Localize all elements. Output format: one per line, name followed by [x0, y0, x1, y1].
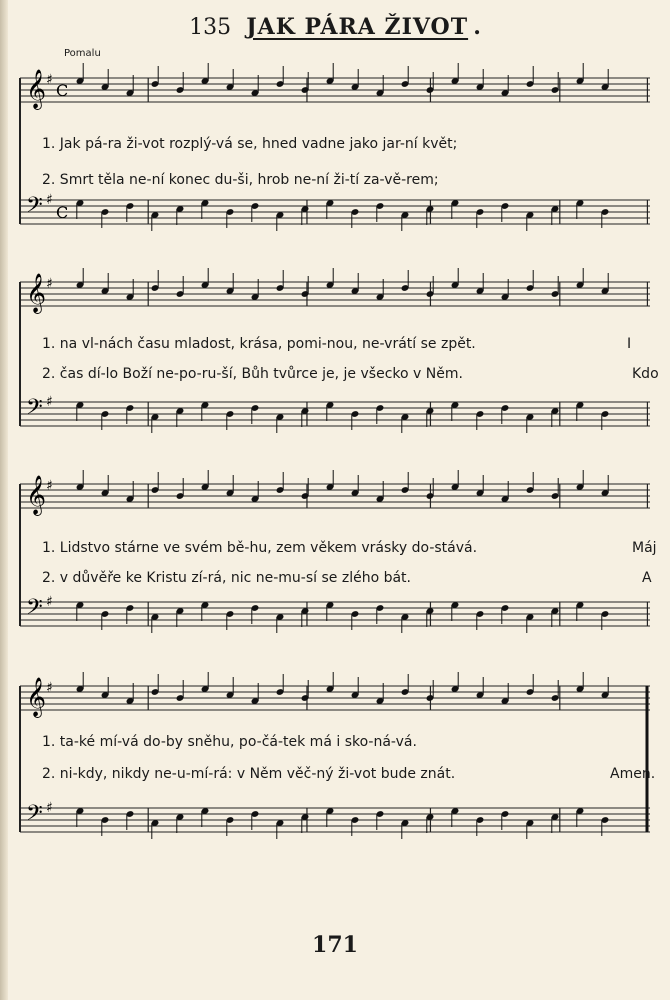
lyric-verse-1-tail: Máj	[632, 540, 657, 556]
hymn-title: JAK PÁRA ŽIVOT	[246, 14, 469, 40]
music-system-1	[14, 48, 654, 255]
key-sharp-icon: ♯	[46, 276, 53, 292]
key-sharp-icon: ♯	[46, 72, 53, 88]
music-system-4	[14, 672, 654, 872]
bass-clef-icon: 𝄢	[26, 595, 43, 625]
bass-clef-icon: 𝄢	[26, 801, 43, 831]
lyric-verse-1-tail: I	[627, 336, 632, 352]
lyric-verse-1-text: 1. na vl-nách času mladost, krása, pomi-nou, ne-vrátí se zpět.	[42, 336, 476, 352]
key-sharp-icon: ♯	[46, 800, 53, 816]
key-sharp-icon: ♯	[46, 394, 53, 410]
music-system-2	[14, 268, 659, 458]
music-system-3	[14, 470, 657, 660]
treble-clef-icon: 𝄞	[26, 69, 47, 109]
music-staff	[14, 268, 654, 458]
tempo-marking: Pomalu	[64, 48, 101, 59]
treble-clef-icon: 𝄞	[26, 475, 47, 515]
lyric-verse-1-text: 1. Lidstvo stárne ve svém bě-hu, zem věkem vrásky do-stává.	[42, 540, 478, 556]
book-gutter	[0, 0, 8, 1000]
lyric-verse-1	[42, 540, 657, 556]
lyric-verse-2-tail: Kdo	[632, 366, 659, 382]
hymn-header	[0, 14, 670, 40]
hymn-title-mark: .	[473, 14, 481, 40]
lyric-verse-2-text: 2. čas dí-lo Boží ne-po-ru-ší, Bůh tvůrce je, je všecko v Něm.	[42, 366, 463, 382]
bass-clef-icon: 𝄢	[26, 193, 43, 223]
lyric-verse-1: 1. ta-ké mí-vá do-by sněhu, po-čá-tek má i sko-ná-vá.	[42, 734, 417, 750]
lyric-verse-1: 1. Jak pá-ra ži-vot rozplý-vá se, hned vadne jako jar-ní květ;	[42, 136, 458, 152]
key-sharp-icon: ♯	[46, 680, 53, 696]
time-signature-icon: C	[56, 203, 69, 222]
lyric-verse-2-tail: A	[642, 570, 652, 586]
treble-clef-icon: 𝄞	[26, 677, 47, 717]
time-signature-icon: C	[56, 81, 69, 100]
key-sharp-icon: ♯	[46, 594, 53, 610]
lyric-verse-2-tail: Amen.	[610, 766, 656, 782]
lyric-verse-2-text: 2. ni-kdy, nikdy ne-u-mí-rá: v Něm věč-ný ži-vot bude znát.	[42, 766, 456, 782]
key-sharp-icon: ♯	[46, 478, 53, 494]
lyric-verse-2: 2. Smrt těla ne-ní konec du-ši, hrob ne-ní ži-tí za-vě-rem;	[42, 172, 439, 188]
music-staff	[14, 470, 654, 660]
lyric-verse-2-text: 2. v důvěře ke Kristu zí-rá, nic ne-mu-sí se zlého bát.	[42, 570, 411, 586]
lyric-verse-1	[42, 336, 657, 352]
bass-clef-icon: 𝄢	[26, 395, 43, 425]
key-sharp-icon: ♯	[46, 192, 53, 208]
treble-clef-icon: 𝄞	[26, 273, 47, 313]
lyric-verse-2	[42, 766, 657, 782]
hymn-number: 135	[189, 15, 232, 40]
lyric-verse-2	[42, 570, 657, 586]
lyric-verse-2	[42, 366, 657, 382]
page-number: 171	[312, 932, 358, 958]
music-staff	[14, 60, 654, 255]
